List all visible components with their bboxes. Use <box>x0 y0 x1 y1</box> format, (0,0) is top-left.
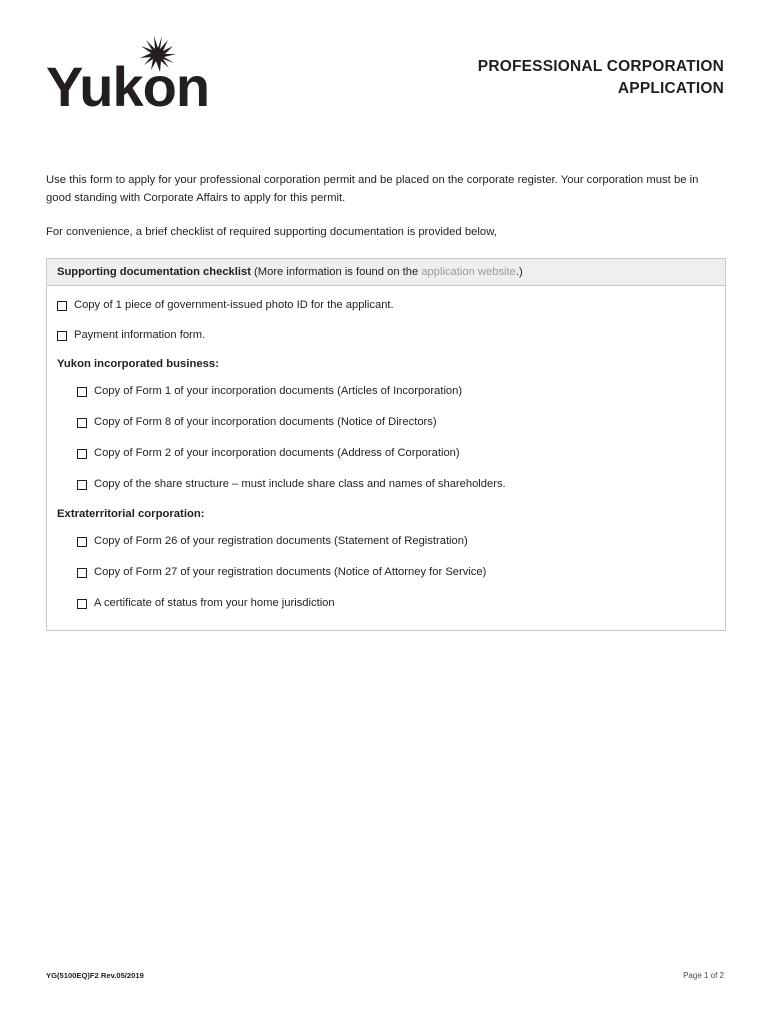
checkbox-icon[interactable] <box>77 387 87 397</box>
intro-paragraph-2: For convenience, a brief checklist of required supporting documentation is provided below, <box>46 225 497 238</box>
checklist-group-title-extraterritorial: Extraterritorial corporation: <box>57 508 205 521</box>
checkbox-icon[interactable] <box>77 449 87 459</box>
checklist-item-label: Copy of Form 26 of your registration documents (Statement of Registration) <box>94 535 468 548</box>
checklist-group-title-yukon: Yukon incorporated business: <box>57 357 219 370</box>
form-code: YG(5100EQ)F2 Rev.05/2019 <box>46 971 144 980</box>
checklist-item[interactable] <box>57 446 715 461</box>
checklist-item[interactable] <box>57 415 715 430</box>
checklist-item-label: Copy of the share structure – must include share class and names of shareholders. <box>94 478 506 491</box>
checkbox-icon[interactable] <box>77 568 87 578</box>
checklist-header-post: .) <box>515 265 523 278</box>
checklist-item[interactable] <box>57 477 715 492</box>
checklist-header-pre: (More information is found on the <box>250 265 422 278</box>
checklist-item[interactable] <box>57 384 715 399</box>
checkbox-icon[interactable] <box>77 599 87 609</box>
page-title-line1: PROFESSIONAL CORPORATION <box>477 58 724 75</box>
checklist-item[interactable] <box>57 565 715 580</box>
supporting-documentation-checklist <box>46 258 726 631</box>
checklist-header-title: Supporting documentation checklist <box>57 265 251 278</box>
svg-text:Yukon: Yukon <box>46 55 210 114</box>
checklist-item[interactable] <box>57 596 715 611</box>
checkbox-icon[interactable] <box>77 480 87 490</box>
checklist-item-label: Copy of Form 8 of your incorporation documents (Notice of Directors) <box>94 415 437 428</box>
intro-paragraph-1: Use this form to apply for your professional corporation permit and be placed on the corporate register. Your corporation must be in good standing with Corporate Affairs to apply for this permit. <box>46 174 699 204</box>
checklist-body <box>47 286 725 630</box>
page-header <box>46 0 724 120</box>
checklist-item-label: A certificate of status from your home jurisdiction <box>94 597 335 610</box>
checklist-header <box>47 259 725 286</box>
checklist-item[interactable] <box>57 534 715 549</box>
checklist-item-label: Copy of Form 27 of your registration documents (Notice of Attorney for Service) <box>94 566 487 579</box>
page-footer <box>46 971 724 980</box>
yukon-sunburst-logo <box>46 34 236 114</box>
checkbox-icon[interactable] <box>57 331 67 341</box>
checklist-item-label: Copy of 1 piece of government-issued photo ID for the applicant. <box>74 298 394 311</box>
checklist-item-label: Copy of Form 1 of your incorporation documents (Articles of Incorporation) <box>94 384 463 397</box>
page-title <box>478 34 724 101</box>
application-website-link[interactable]: application website <box>421 265 516 278</box>
checkbox-icon[interactable] <box>77 537 87 547</box>
yukon-logo <box>46 34 236 114</box>
checklist-item[interactable] <box>57 328 715 343</box>
checklist-item[interactable] <box>57 298 715 313</box>
checkbox-icon[interactable] <box>57 301 67 311</box>
checkbox-icon[interactable] <box>77 418 87 428</box>
checklist-item-label: Copy of Form 2 of your incorporation documents (Address of Corporation) <box>94 446 460 459</box>
intro-section <box>46 172 724 242</box>
checklist-item-label: Payment information form. <box>74 328 206 341</box>
page-title-line2: APPLICATION <box>617 80 724 98</box>
page-number: Page 1 of 2 <box>683 971 724 980</box>
